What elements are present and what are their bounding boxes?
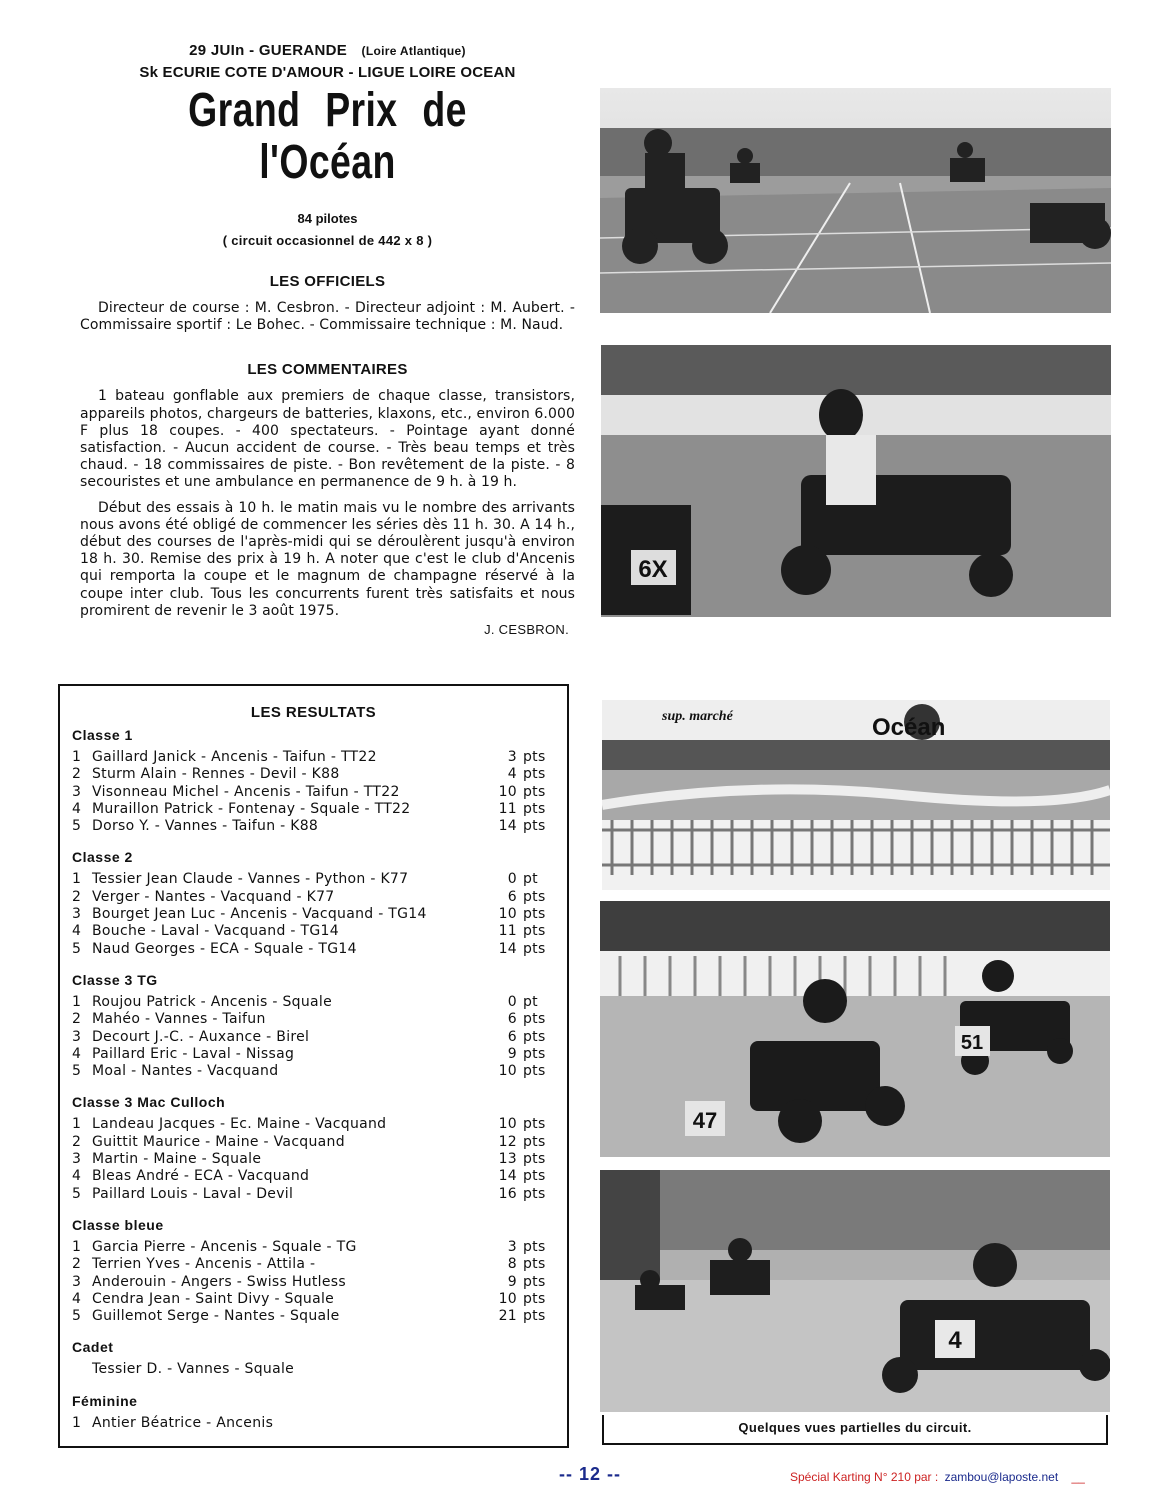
points-unit: pts xyxy=(523,1238,546,1255)
class-results-list xyxy=(72,1361,555,1378)
result-row xyxy=(72,1011,555,1028)
points-unit: pts xyxy=(523,1308,546,1325)
kart-number-47: 47 xyxy=(692,1108,718,1133)
result-entrant: Mahéo - Vannes - Taifun xyxy=(92,1011,266,1028)
points-unit: pts xyxy=(523,1011,546,1028)
class-results-list xyxy=(72,749,555,835)
kart-number-4: 4 xyxy=(948,1327,962,1354)
organizers: Sk ECURIE COTE D'AMOUR - LIGUE LOIRE OCEAN xyxy=(139,64,516,81)
result-row xyxy=(72,906,555,923)
points-unit: pts xyxy=(523,818,546,835)
result-points xyxy=(495,1011,555,1028)
result-points xyxy=(495,766,555,783)
comments-paragraph-1: 1 bateau gonflable aux premiers de chaque classe, transistors, appareils photos, chargeurs de batteries, klaxons, etc., environ 6.000 F plus 18 coupes. - 400 spectateurs. - Pointage ayant donné satisfaction. - Aucun accident de course. - Très beau temps et très chaud. - 18 commissaires de piste. - Bon revêtement de la piste. - 8 secouristes et une ambulance en permanence de 9 h. à 19 h. xyxy=(80,388,575,491)
points-unit: pts xyxy=(523,1063,546,1080)
result-row xyxy=(72,1134,555,1151)
results-box xyxy=(58,684,569,1448)
result-entrant: Sturm Alain - Rennes - Devil - K88 xyxy=(92,766,340,783)
result-entrant: Decourt J.-C. - Auxance - Birel xyxy=(92,1028,310,1045)
comments-heading: LES COMMENTAIRES xyxy=(247,361,408,379)
result-position: 5 xyxy=(72,1063,82,1080)
result-row xyxy=(72,1168,555,1185)
result-points xyxy=(495,818,555,835)
result-position: 3 xyxy=(72,783,82,800)
sign-supermarche: sup. marché xyxy=(662,709,733,724)
result-entrant: Antier Béatrice - Ancenis xyxy=(92,1414,274,1431)
result-points xyxy=(495,1116,555,1133)
result-position xyxy=(72,1361,92,1378)
officials-heading: LES OFFICIELS xyxy=(269,273,386,290)
results-classes xyxy=(72,727,555,1432)
class-heading: Classe 1 xyxy=(72,727,133,743)
class-results-list xyxy=(72,1415,555,1432)
result-entrant: Verger - Nantes - Vacquand - K77 xyxy=(92,888,335,905)
result-points xyxy=(495,941,555,958)
points-value: 3 xyxy=(507,1238,517,1255)
article-column xyxy=(80,42,575,637)
pilot-count: 84 pilotes xyxy=(297,211,358,226)
result-position: 1 xyxy=(72,1238,82,1255)
points-value: 6 xyxy=(507,1011,517,1028)
points-unit: pts xyxy=(523,800,546,817)
result-row xyxy=(72,923,555,940)
points-value: 4 xyxy=(507,766,517,783)
page-title: Grand Prix de l'Océan xyxy=(188,84,467,189)
points-unit: pts xyxy=(523,1185,546,1202)
result-entrant: Bouche - Laval - Vacquand - TG14 xyxy=(92,923,339,940)
points-value: 14 xyxy=(498,940,517,957)
result-entrant: Visonneau Michel - Ancenis - Taifun - TT22 xyxy=(92,783,400,800)
points-value: 11 xyxy=(498,800,517,817)
result-points xyxy=(495,1168,555,1185)
points-unit: pts xyxy=(523,1273,546,1290)
result-row xyxy=(72,1415,555,1432)
class-heading: Classe 3 Mac Culloch xyxy=(72,1094,226,1111)
points-value: 0 xyxy=(507,993,517,1010)
result-points xyxy=(495,1063,555,1080)
page-number: -- 12 -- xyxy=(559,1464,621,1484)
result-entrant: Dorso Y. - Vannes - Taifun - K88 xyxy=(92,818,319,835)
points-value: 13 xyxy=(498,1151,517,1168)
photo-circuit-ocean xyxy=(602,700,1110,890)
result-row xyxy=(72,1063,555,1080)
result-position: 1 xyxy=(72,1414,82,1431)
region-text: (Loire Atlantique) xyxy=(361,44,466,58)
points-unit: pts xyxy=(523,1028,546,1045)
result-position: 5 xyxy=(72,1308,82,1325)
result-position: 3 xyxy=(72,906,82,923)
result-row xyxy=(72,784,555,801)
points-unit: pts xyxy=(523,906,546,923)
class-results-list xyxy=(72,994,555,1080)
result-points xyxy=(495,1291,555,1308)
circuit-info: ( circuit occasionnel de 442 x 8 ) xyxy=(222,233,433,248)
result-entrant: Garcia Pierre - Ancenis - Squale - TG xyxy=(92,1238,357,1255)
result-points xyxy=(495,1134,555,1151)
result-row xyxy=(72,871,555,888)
result-points xyxy=(495,923,555,940)
footer-credit xyxy=(790,1470,1085,1484)
result-entrant: Naud Georges - ECA - Squale - TG14 xyxy=(92,940,357,957)
points-unit: pts xyxy=(523,766,546,783)
result-entrant: Guittit Maurice - Maine - Vacquand xyxy=(92,1133,345,1150)
author-signature: J. CESBRON. xyxy=(484,622,569,638)
kart-number-51: 51 xyxy=(960,1032,984,1054)
result-row xyxy=(72,889,555,906)
result-points xyxy=(495,1029,555,1046)
points-value: 9 xyxy=(507,1045,517,1062)
photo-kart-driver xyxy=(601,345,1111,617)
result-row xyxy=(72,818,555,835)
points-value: 10 xyxy=(498,783,517,800)
sign-ocean: Océan xyxy=(872,714,946,741)
photo-karts-racing xyxy=(600,901,1110,1157)
class-heading: Classe 2 xyxy=(72,849,133,866)
class-results-list xyxy=(72,871,555,957)
points-unit: pts xyxy=(523,1168,546,1185)
result-position: 5 xyxy=(72,818,82,835)
points-value: 10 xyxy=(498,1116,517,1133)
result-position: 2 xyxy=(72,1011,82,1028)
result-entrant: Bourget Jean Luc - Ancenis - Vacquand - TG14 xyxy=(92,906,427,923)
result-entrant: Bleas André - ECA - Vacquand xyxy=(92,1168,310,1185)
result-row xyxy=(72,1186,555,1203)
points-value: 8 xyxy=(507,1256,517,1273)
result-entrant: Guillemot Serge - Nantes - Squale xyxy=(92,1308,340,1325)
result-points xyxy=(495,1361,555,1378)
credit-text: Spécial Karting N° 210 par : xyxy=(790,1470,939,1484)
result-entrant: Paillard Louis - Laval - Devil xyxy=(92,1185,294,1202)
points-unit: pt xyxy=(523,871,538,888)
result-points xyxy=(495,906,555,923)
photo-kart-corner xyxy=(600,1170,1110,1412)
result-points xyxy=(495,1239,555,1256)
result-points xyxy=(495,994,555,1011)
points-unit: pts xyxy=(523,1045,546,1062)
result-points xyxy=(495,1415,555,1432)
result-position: 4 xyxy=(72,800,82,817)
result-position: 1 xyxy=(72,993,82,1010)
points-value: 10 xyxy=(498,906,517,923)
points-unit: pt xyxy=(523,993,538,1010)
class-results-list xyxy=(72,1239,555,1325)
result-position: 3 xyxy=(72,1273,82,1290)
result-position: 5 xyxy=(72,940,82,957)
result-row xyxy=(72,766,555,783)
results-heading: LES RESULTATS xyxy=(250,704,377,721)
result-position: 2 xyxy=(72,1133,82,1150)
result-entrant: Anderouin - Angers - Swiss Hutless xyxy=(92,1273,346,1290)
result-points xyxy=(495,1186,555,1203)
points-value: 14 xyxy=(498,1168,517,1185)
result-points xyxy=(495,871,555,888)
result-position: 5 xyxy=(72,1185,82,1202)
result-row xyxy=(72,1046,555,1063)
class-heading: Classe bleue xyxy=(72,1216,164,1233)
points-value: 16 xyxy=(498,1185,517,1202)
result-row xyxy=(72,1116,555,1133)
result-points xyxy=(495,889,555,906)
result-row xyxy=(72,941,555,958)
points-value: 12 xyxy=(498,1133,517,1150)
photo-race-start xyxy=(600,88,1111,313)
result-entrant: Paillard Eric - Laval - Nissag xyxy=(92,1045,295,1062)
footer-dash: __ xyxy=(1071,1470,1085,1484)
result-points xyxy=(495,1274,555,1291)
result-position: 4 xyxy=(72,1168,82,1185)
result-position: 1 xyxy=(72,1116,82,1133)
result-entrant: Landeau Jacques - Ec. Maine - Vacquand xyxy=(92,1116,387,1133)
result-position: 3 xyxy=(72,1028,82,1045)
points-unit: pts xyxy=(523,749,546,765)
result-points xyxy=(495,749,555,766)
event-date-place xyxy=(80,42,575,59)
result-row xyxy=(72,1029,555,1046)
points-value: 10 xyxy=(498,1290,517,1307)
result-entrant: Muraillon Patrick - Fontenay - Squale - TT22 xyxy=(92,800,411,817)
email-link[interactable]: zambou@laposte.net xyxy=(944,1470,1059,1484)
points-unit: pts xyxy=(523,783,546,800)
result-row xyxy=(72,1274,555,1291)
points-unit: pts xyxy=(523,923,546,940)
photo-caption: Quelques vues partielles du circuit. xyxy=(602,1415,1108,1445)
result-points xyxy=(495,1256,555,1273)
points-value: 14 xyxy=(498,818,517,835)
points-unit: pts xyxy=(523,1151,546,1168)
result-entrant: Cendra Jean - Saint Divy - Squale xyxy=(92,1290,335,1307)
result-row xyxy=(72,1308,555,1325)
points-unit: pts xyxy=(523,940,546,957)
result-row xyxy=(72,1256,555,1273)
points-unit: pts xyxy=(523,1290,546,1307)
comments-paragraph-2: Début des essais à 10 h. le matin mais vu le nombre des arrivants nous avons été obligé de commencer les séries dès 11 h. 30. A 14 h., début des courses de l'après-midi qui se déroulèrent jusqu'à environ 18 h. 30. Remise des prix à 19 h. A noter que c'est le club d'Ancenis qui remporta la coupe et le magnum de champagne réservé à la coupe inter club. Tous les concurrents furent très satisfaits et nous promirent de revenir le 3 août 1975. xyxy=(80,499,575,619)
points-unit: pts xyxy=(523,1256,546,1273)
result-entrant: Tessier D. - Vannes - Squale xyxy=(92,1361,295,1378)
points-value: 3 xyxy=(507,749,517,765)
officials-text: Directeur de course : M. Cesbron. - Directeur adjoint : M. Aubert. - Commissaire sportif : Le Bohec. - Commissaire technique : M. Naud. xyxy=(80,300,575,334)
kart-number-6x: 6X xyxy=(638,556,668,583)
points-value: 21 xyxy=(498,1308,517,1325)
result-row xyxy=(72,749,555,766)
result-position: 4 xyxy=(72,1045,82,1062)
date-place-text: 29 JUIn - GUERANDE xyxy=(189,42,348,59)
result-points xyxy=(495,784,555,801)
result-position: 2 xyxy=(72,1256,82,1273)
result-entrant: Tessier Jean Claude - Vannes - Python - K77 xyxy=(92,871,409,888)
class-heading: Classe 3 TG xyxy=(72,971,158,988)
points-unit: pts xyxy=(523,888,546,905)
result-points xyxy=(495,801,555,818)
result-points xyxy=(495,1151,555,1168)
result-position: 2 xyxy=(72,766,82,783)
result-entrant: Roujou Patrick - Ancenis - Squale xyxy=(92,993,332,1010)
result-entrant: Terrien Yves - Ancenis - Attila - xyxy=(92,1256,316,1273)
points-unit: pts xyxy=(523,1133,546,1150)
points-value: 6 xyxy=(507,888,517,905)
class-results-list xyxy=(72,1116,555,1202)
result-position: 4 xyxy=(72,923,82,940)
result-row xyxy=(72,994,555,1011)
result-row xyxy=(72,1291,555,1308)
result-entrant: Moal - Nantes - Vacquand xyxy=(92,1063,279,1080)
points-unit: pts xyxy=(523,1116,546,1133)
result-row xyxy=(72,1151,555,1168)
result-position: 4 xyxy=(72,1290,82,1307)
points-value: 9 xyxy=(507,1273,517,1290)
result-position: 3 xyxy=(72,1151,82,1168)
class-heading: Cadet xyxy=(72,1339,114,1356)
points-value: 0 xyxy=(507,871,517,888)
class-heading: Féminine xyxy=(72,1392,138,1409)
result-row xyxy=(72,1361,555,1378)
result-points xyxy=(495,1046,555,1063)
result-position: 1 xyxy=(72,749,82,765)
points-value: 10 xyxy=(498,1063,517,1080)
result-row xyxy=(72,801,555,818)
result-position: 1 xyxy=(72,871,82,888)
result-entrant: Martin - Maine - Squale xyxy=(92,1151,262,1168)
points-value: 11 xyxy=(498,923,517,940)
result-entrant: Gaillard Janick - Ancenis - Taifun - TT22 xyxy=(92,749,377,765)
result-points xyxy=(495,1308,555,1325)
points-value: 6 xyxy=(507,1028,517,1045)
result-row xyxy=(72,1239,555,1256)
result-position: 2 xyxy=(72,888,82,905)
